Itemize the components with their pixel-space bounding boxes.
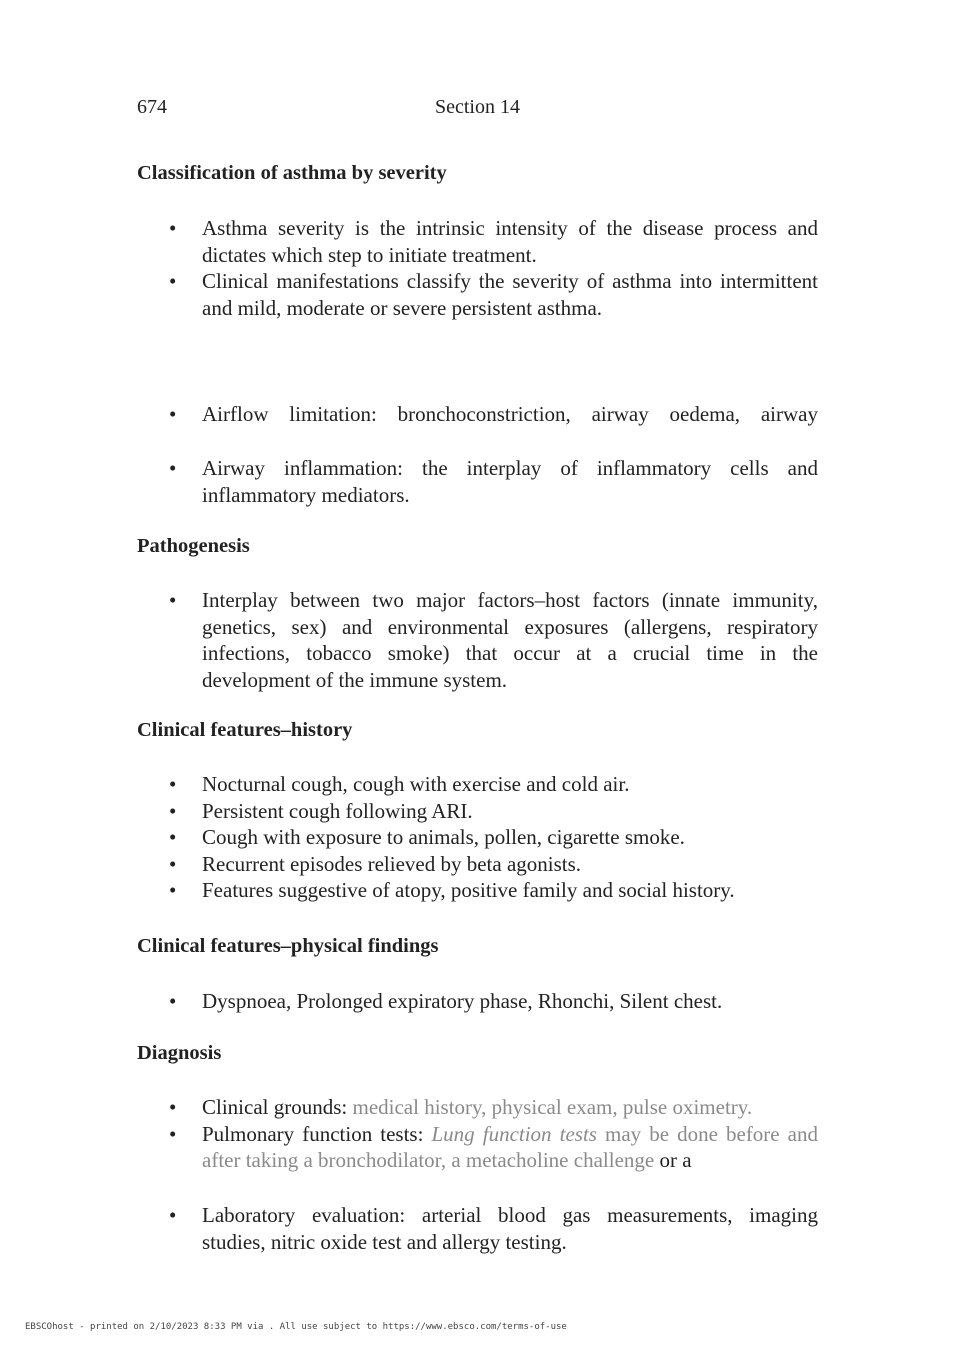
heading-diagnosis: Diagnosis (137, 1042, 222, 1064)
pft-label: Pulmonary function tests: (202, 1121, 432, 1146)
physical-list (0, 988, 818, 1015)
heading-physical-findings: Clinical features–physical findings (137, 935, 439, 957)
heading-classification: Classification of asthma by severity (137, 162, 447, 184)
diagnosis-list-2 (0, 1202, 818, 1255)
running-head: Section 14 (435, 96, 520, 118)
clinical-grounds-text: medical history, physical exam, pulse oximetry. (352, 1095, 753, 1119)
list-item (0, 1094, 818, 1121)
pathogenesis-list (0, 587, 818, 693)
list-item: • Asthma severity is the intrinsic intensity of the disease process and dictates which step to initiate treatment. (0, 215, 818, 268)
clinical-grounds-label: Clinical grounds: (202, 1095, 353, 1119)
page-number: 674 (137, 96, 167, 118)
list-item: • Dyspnoea, Prolonged expiratory phase, Rhonchi, Silent chest. (0, 988, 818, 1015)
list-item: • Laboratory evaluation: arterial blood gas measurements, imaging studies, nitric oxide test and allergy testing. (0, 1202, 818, 1255)
heading-history: Clinical features–history (137, 719, 353, 741)
pft-italic: Lung function tests (431, 1121, 597, 1146)
history-list (0, 771, 818, 904)
list-item: • Recurrent episodes relieved by beta agonists. (0, 851, 818, 878)
airflow-list-1 (0, 401, 818, 428)
list-item: • Nocturnal cough, cough with exercise and cold air. (0, 771, 818, 798)
diagnosis-list-1 (0, 1094, 818, 1174)
list-item: • Interplay between two major factors–host factors (innate immunity, genetics, sex) and environmental exposures (allergens, respiratory infections, tobacco smoke) that occur at a crucial time in the development of the immune system. (0, 587, 818, 693)
pft-text: may be done before and after taking a bronchodilator, a metacholine challenge (202, 1121, 819, 1172)
list-item: • Cough with exposure to animals, pollen, cigarette smoke. (0, 824, 818, 851)
airflow-list-2 (0, 455, 818, 508)
list-item: • Airway inflammation: the interplay of inflammatory cells and inflammatory mediators. (0, 455, 818, 508)
heading-pathogenesis: Pathogenesis (137, 535, 250, 557)
list-item: • Features suggestive of atopy, positive family and social history. (0, 877, 818, 904)
list-item (0, 1121, 818, 1174)
list-item: • Persistent cough following ARI. (0, 798, 818, 825)
classification-list (0, 215, 818, 321)
pft-tail: or a (654, 1148, 692, 1172)
list-item: • Airflow limitation: bronchoconstriction, airway oedema, airway (0, 401, 818, 428)
footer-note: EBSCOhost - printed on 2/10/2023 8:33 PM via . All use subject to https://www.ebsco.com/terms-of-use (25, 1322, 567, 1332)
list-item: • Clinical manifestations classify the severity of asthma into intermittent and mild, moderate or severe persistent asthma. (0, 268, 818, 321)
